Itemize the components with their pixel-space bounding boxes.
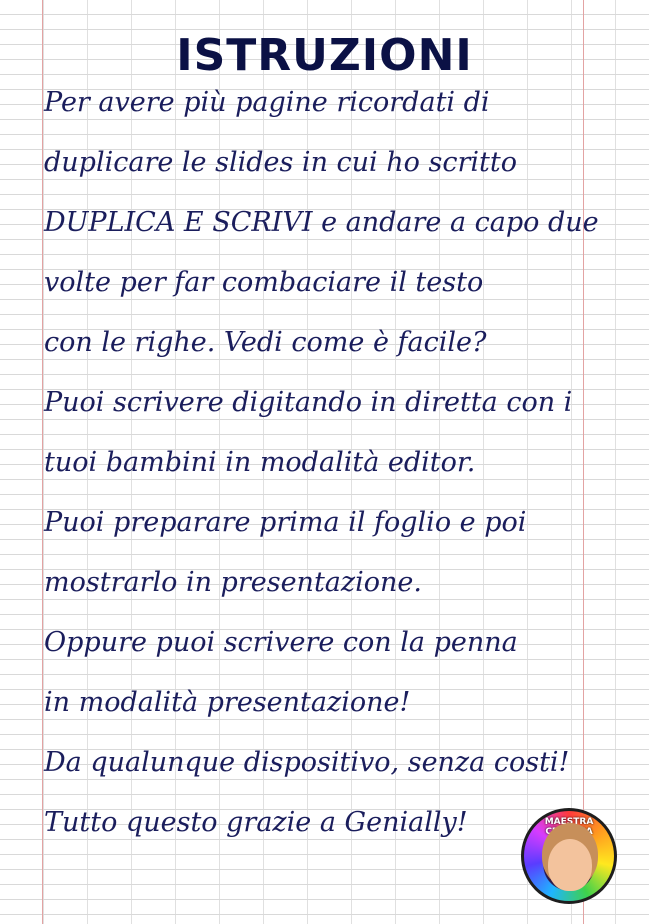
text-line: con le righe. Vedi come è facile? (44, 327, 487, 358)
teacher-avatar-icon (521, 808, 617, 904)
text-line: DUPLICA E SCRIVI e andare a capo due (44, 207, 599, 238)
text-line: mostrarlo in presentazione. (44, 567, 422, 598)
text-line: in modalità presentazione! (44, 687, 411, 718)
text-line: Puoi scrivere digitando in diretta con i (44, 387, 573, 418)
text-line: Da qualunque dispositivo, senza costi! (44, 747, 570, 778)
text-line: Puoi preparare prima il foglio e poi (44, 507, 527, 538)
text-line: Oppure puoi scrivere con la penna (44, 627, 518, 658)
text-line: Tutto questo grazie a Genially! (44, 807, 468, 838)
text-line: tuoi bambini in modalità editor. (44, 447, 476, 478)
text-line: volte per far combaciare il testo (44, 267, 484, 298)
avatar-face (548, 839, 592, 891)
text-line: Per avere più pagine ricordati di (44, 87, 490, 118)
page-title: ISTRUZIONI (176, 30, 473, 81)
text-line: duplicare le slides in cui ho scritto (44, 147, 517, 178)
right-margin-line (583, 0, 584, 924)
left-margin-line (42, 0, 43, 924)
badge-label: MAESTRA CRISTINA (544, 817, 594, 837)
